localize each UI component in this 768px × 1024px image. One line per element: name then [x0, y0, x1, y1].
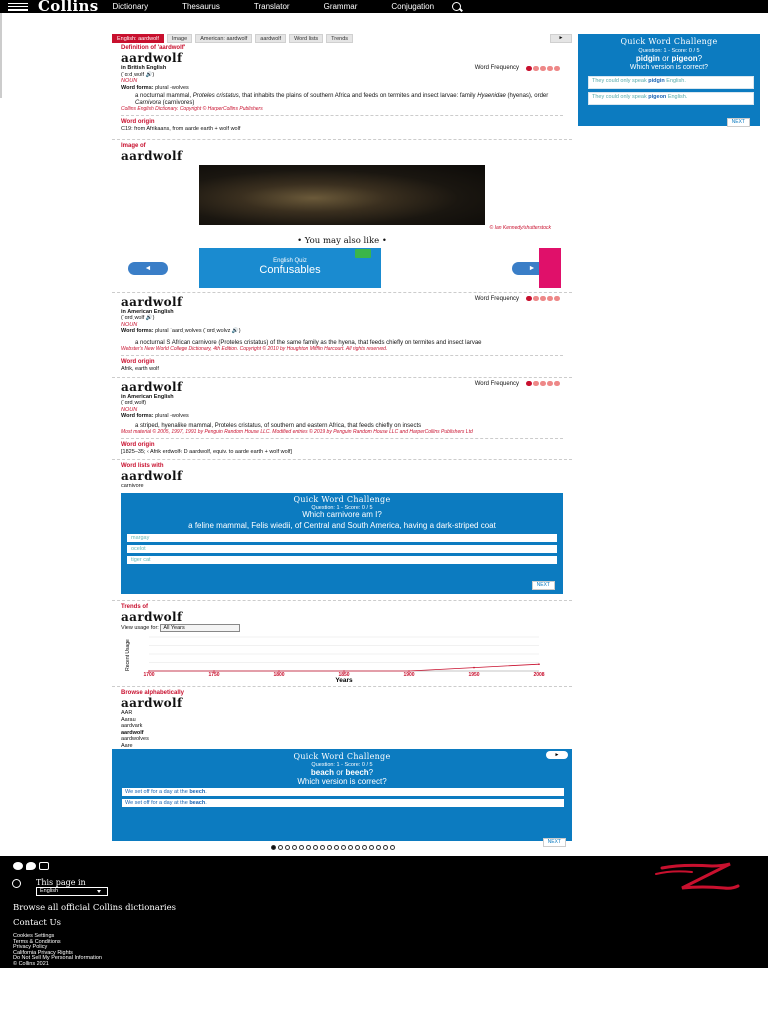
quiz-clue: a feline mammal, Felis wiedii, of Central and South America, having a dark-striped coat — [188, 521, 496, 530]
tabs-next-arrow[interactable]: ► — [550, 34, 572, 43]
top-nav — [0, 0, 768, 13]
trends-chart — [121, 633, 563, 683]
nav-grammar[interactable]: Grammar — [323, 2, 358, 11]
pronunciation[interactable]: (ˈɑrdˌwʊlf 🔊) — [121, 315, 155, 321]
x-tick-label: 1950 — [468, 672, 480, 678]
tab-trends[interactable]: Trends — [326, 34, 353, 43]
pager-dot[interactable] — [334, 845, 339, 850]
x-tick-label: 2008 — [533, 672, 545, 678]
footer-copyright: © Collins 2021 — [13, 960, 49, 967]
part-of-speech: NOUN — [121, 321, 138, 328]
nav-conjugation[interactable]: Conjugation — [391, 2, 435, 11]
word-forms: Word forms: plural ˈaardˌwolves (ˈɑrdˌwʊlvz 🔊) — [121, 328, 241, 334]
pager-dot[interactable] — [390, 845, 395, 850]
photo-credit: © Ian Kennedy/shutterstock — [489, 224, 551, 231]
word-frequency: Word Frequency — [475, 296, 560, 302]
word-origin: [1825–35; ‹ Afrik erdwolf‹ D aardwolf, equiv. to aarde earth + wolf wolf] — [121, 449, 292, 455]
word-forms: Word forms: plural -wolves — [121, 84, 189, 91]
social-links — [13, 862, 52, 870]
quiz-subquestion: Which version is correct? — [297, 777, 387, 786]
carousel-pager — [271, 845, 397, 850]
carousel-next-button[interactable]: ► — [546, 751, 568, 759]
pronunciation: (ˈɑrdˌwʊlf) — [121, 400, 147, 406]
quiz-option-1[interactable]: They could only speak pidgin English. — [588, 76, 754, 89]
footer-link-terms[interactable]: Terms & Conditions — [13, 938, 61, 945]
quiz-score: Question: 1 - Score: 0 / 5 — [311, 505, 373, 511]
pager-dot[interactable] — [271, 845, 276, 850]
pager-dot[interactable] — [278, 845, 283, 850]
x-tick-label: 1800 — [273, 672, 285, 678]
pager-dot[interactable] — [313, 845, 318, 850]
section-title: Definition of 'aardwolf' — [121, 45, 186, 51]
browse-item[interactable]: Aarau — [121, 716, 136, 723]
quiz-title: Quick Word Challenge — [293, 752, 391, 761]
word-list-item[interactable]: carnivore — [121, 482, 144, 489]
quiz-option[interactable]: ocelot — [127, 545, 557, 553]
pager-dot[interactable] — [306, 845, 311, 850]
pager-dot[interactable] — [341, 845, 346, 850]
footer — [0, 856, 768, 968]
quiz-sidebar — [578, 34, 760, 126]
frequency-dots — [525, 66, 560, 71]
carousel-prev-button[interactable]: ◄ — [128, 262, 168, 275]
nav-translator[interactable]: Translator — [253, 2, 290, 11]
aardwolf-photo[interactable] — [199, 165, 485, 225]
this-page-in-label: This page in — [36, 878, 86, 887]
collins-logo[interactable]: Collins — [38, 0, 99, 15]
american-entry — [112, 296, 572, 373]
pager-dot[interactable] — [355, 845, 360, 850]
quiz-inline — [121, 493, 563, 594]
quiz-option-2[interactable]: They could only speak pigeon English. — [588, 92, 754, 105]
quiz-option-1[interactable]: We set off for a day at the beech. — [122, 788, 564, 796]
globe-icon — [12, 879, 21, 888]
pager-dot[interactable] — [348, 845, 353, 850]
also-like-carousel — [112, 248, 572, 288]
x-axis-label: Years — [335, 677, 353, 683]
quiz-subquestion: Which version is correct? — [629, 64, 709, 71]
search-icon[interactable] — [452, 2, 462, 12]
footer-link-privacy[interactable]: Privacy Policy — [13, 944, 48, 950]
pager-dot[interactable] — [369, 845, 374, 850]
browse-item-current: aardwolf — [121, 729, 144, 736]
footer-link-california[interactable]: California Privacy Rights — [13, 949, 73, 956]
part-of-speech: NOUN — [121, 78, 138, 84]
browse-headword: aardwolf — [121, 696, 183, 710]
word-origin-title: Word origin — [121, 442, 155, 448]
main-content — [112, 34, 572, 805]
image-headword: aardwolf — [121, 148, 183, 163]
footer-link-cookies[interactable]: Cookies Settings — [13, 933, 55, 939]
quiz-badge-icon — [355, 249, 371, 258]
nav-links — [113, 2, 469, 11]
pager-dot[interactable] — [376, 845, 381, 850]
y-axis-label: Recent Usage — [125, 639, 131, 671]
definition: a nocturnal S African carnivore (Proteles cristatus) of the same family as the hyena, that feeds chiefly on termites and insect larvae — [135, 339, 482, 346]
years-select[interactable]: All Years — [160, 624, 240, 632]
part-of-speech: NOUN — [121, 406, 138, 413]
word-forms: Word forms: plural -wolves — [121, 413, 189, 419]
quiz-score: Question: 1 - Score: 0 / 5 — [311, 762, 373, 768]
headword: aardwolf — [121, 51, 183, 65]
x-tick-label: 1850 — [338, 672, 350, 678]
region-label: in British English — [121, 65, 167, 71]
word-origin-title: Word origin — [121, 119, 155, 125]
pager-dot[interactable] — [292, 845, 297, 850]
headword: aardwolf — [121, 379, 183, 394]
language-select[interactable]: English — [36, 887, 108, 896]
twitter-icon[interactable] — [26, 862, 36, 870]
tab-word-lists[interactable]: Word lists — [289, 34, 323, 43]
confusables-card[interactable] — [199, 248, 381, 288]
american-entry-2 — [112, 381, 572, 456]
trends-chart-svg — [121, 633, 563, 683]
menu-icon[interactable] — [8, 3, 28, 11]
browse-item[interactable]: aardwolves — [121, 736, 149, 742]
region-label: in American English — [121, 308, 174, 315]
nav-dictionary[interactable]: Dictionary — [112, 2, 149, 11]
facebook-icon[interactable] — [13, 862, 23, 870]
image-section — [112, 143, 572, 231]
pager-dot[interactable] — [285, 845, 290, 850]
quiz-question: Which carnivore am I? — [302, 510, 382, 519]
series-line — [149, 664, 539, 671]
x-tick-label: 1900 — [403, 672, 415, 678]
word-lists-title: Word lists with — [121, 462, 164, 469]
region-label: in American English — [121, 393, 174, 400]
trends-headword: aardwolf — [121, 610, 183, 624]
browse-title: Browse alphabetically — [121, 690, 185, 696]
footer-links — [13, 934, 102, 967]
british-entry — [112, 45, 572, 133]
data-point — [473, 667, 475, 669]
browse-item[interactable]: AAR — [121, 710, 133, 716]
browse-item[interactable]: Aare — [121, 742, 133, 749]
quiz-score: Question: 1 - Score: 0 / 5 — [638, 48, 700, 54]
quiz-option[interactable]: tiger cat — [127, 556, 557, 564]
word-origin: Afrik, earth wolf — [121, 366, 159, 372]
x-tick-label: 1700 — [143, 672, 155, 678]
word-origin: C19: from Afrikaans, from aarde earth + wolf wolf — [121, 126, 241, 132]
card-title: Confusables — [259, 263, 321, 276]
quiz-title: Quick Word Challenge — [293, 495, 391, 504]
pronunciation[interactable]: (ˈɑːdˌwʊlf 🔊) — [121, 71, 155, 78]
quiz-option-2[interactable]: We set off for a day at the beach. — [122, 799, 564, 807]
quiz-option[interactable]: margay — [127, 534, 557, 542]
quiz-title: Quick Word Challenge — [620, 37, 718, 46]
x-tick-label: 1750 — [208, 672, 220, 678]
copyright: Webster's New World College Dictionary, 4th Edition. Copyright © 2010 by Houghton Mifflin Harcourt. All rights reserved. — [121, 346, 388, 352]
quiz-next-button[interactable]: NEXT — [543, 838, 566, 847]
nav-thesaurus[interactable]: Thesaurus — [182, 2, 220, 11]
quiz-question: pidgin or pigeon? — [635, 54, 703, 63]
browse-item[interactable]: aardvark — [121, 723, 143, 729]
copyright: Collins English Dictionary. Copyright © HarperCollins Publishers — [121, 106, 263, 112]
quiz-next-button[interactable]: NEXT — [532, 581, 555, 590]
frequency-dots — [525, 296, 560, 301]
quiz-next-button[interactable]: NEXT — [727, 118, 750, 127]
usage-view: View usage for: All Years — [121, 624, 563, 632]
carousel-next-button[interactable]: ► — [512, 262, 552, 275]
also-like-heading: • You may also like • — [297, 235, 387, 246]
image-section-title: Image of — [121, 142, 146, 149]
definition: a nocturnal mammal, Proteles cristatus, that inhabits the plains of southern Africa and feeds on termites and insect larvae: family Hyaenidae (hyenas), order Carnivora (carnivores) — [135, 93, 549, 106]
card-kicker: English Quiz — [273, 257, 307, 264]
left-edge-bar — [0, 13, 2, 98]
browse-dictionaries-link[interactable]: Browse all official Collins dictionaries — [13, 903, 177, 913]
contact-us-link[interactable]: Contact Us — [13, 918, 61, 928]
headword: aardwolf — [121, 294, 183, 309]
word-lists-section — [112, 463, 572, 490]
next-card-peek[interactable] — [539, 248, 561, 288]
copyright: Most material © 2005, 1997, 1991 by Penguin Random House LLC. Modified entries © 2019 by Penguin Random House LLC and HarperCollins Publishers Ltd — [121, 429, 473, 435]
entry-tabs — [112, 34, 572, 43]
tab-image[interactable]: Image — [167, 34, 192, 43]
word-origin-title: Word origin — [121, 359, 155, 365]
pager-dot[interactable] — [299, 845, 304, 850]
frequency-dots — [525, 381, 560, 386]
tab-aardwolf[interactable]: aardwolf — [255, 34, 286, 43]
trends-title: Trends of — [121, 604, 149, 610]
pager-dot[interactable] — [362, 845, 367, 850]
tab-american[interactable]: American: aardwolf — [195, 34, 252, 43]
pager-dot[interactable] — [383, 845, 388, 850]
new-from-collins-quiz — [112, 749, 572, 845]
instagram-icon[interactable] — [39, 862, 49, 870]
trends-section — [112, 604, 572, 683]
pager-dot[interactable] — [327, 845, 332, 850]
footer-link-do-not-sell[interactable]: Do Not Sell My Personal Information — [13, 955, 102, 961]
word-frequency: Word Frequency — [475, 381, 560, 387]
word-lists-headword: aardwolf — [121, 468, 183, 483]
definition: a striped, hyenalike mammal, Proteles cristatus, of southern and eastern Africa, that feeds chiefly on insects — [135, 422, 422, 429]
tab-english[interactable]: English: aardwolf — [112, 34, 164, 43]
data-point — [538, 663, 540, 665]
pager-dot[interactable] — [320, 845, 325, 850]
collins-z-logo-icon — [652, 862, 744, 894]
quiz-question: beach or beech? — [310, 768, 374, 777]
word-frequency: Word Frequency — [475, 65, 560, 71]
